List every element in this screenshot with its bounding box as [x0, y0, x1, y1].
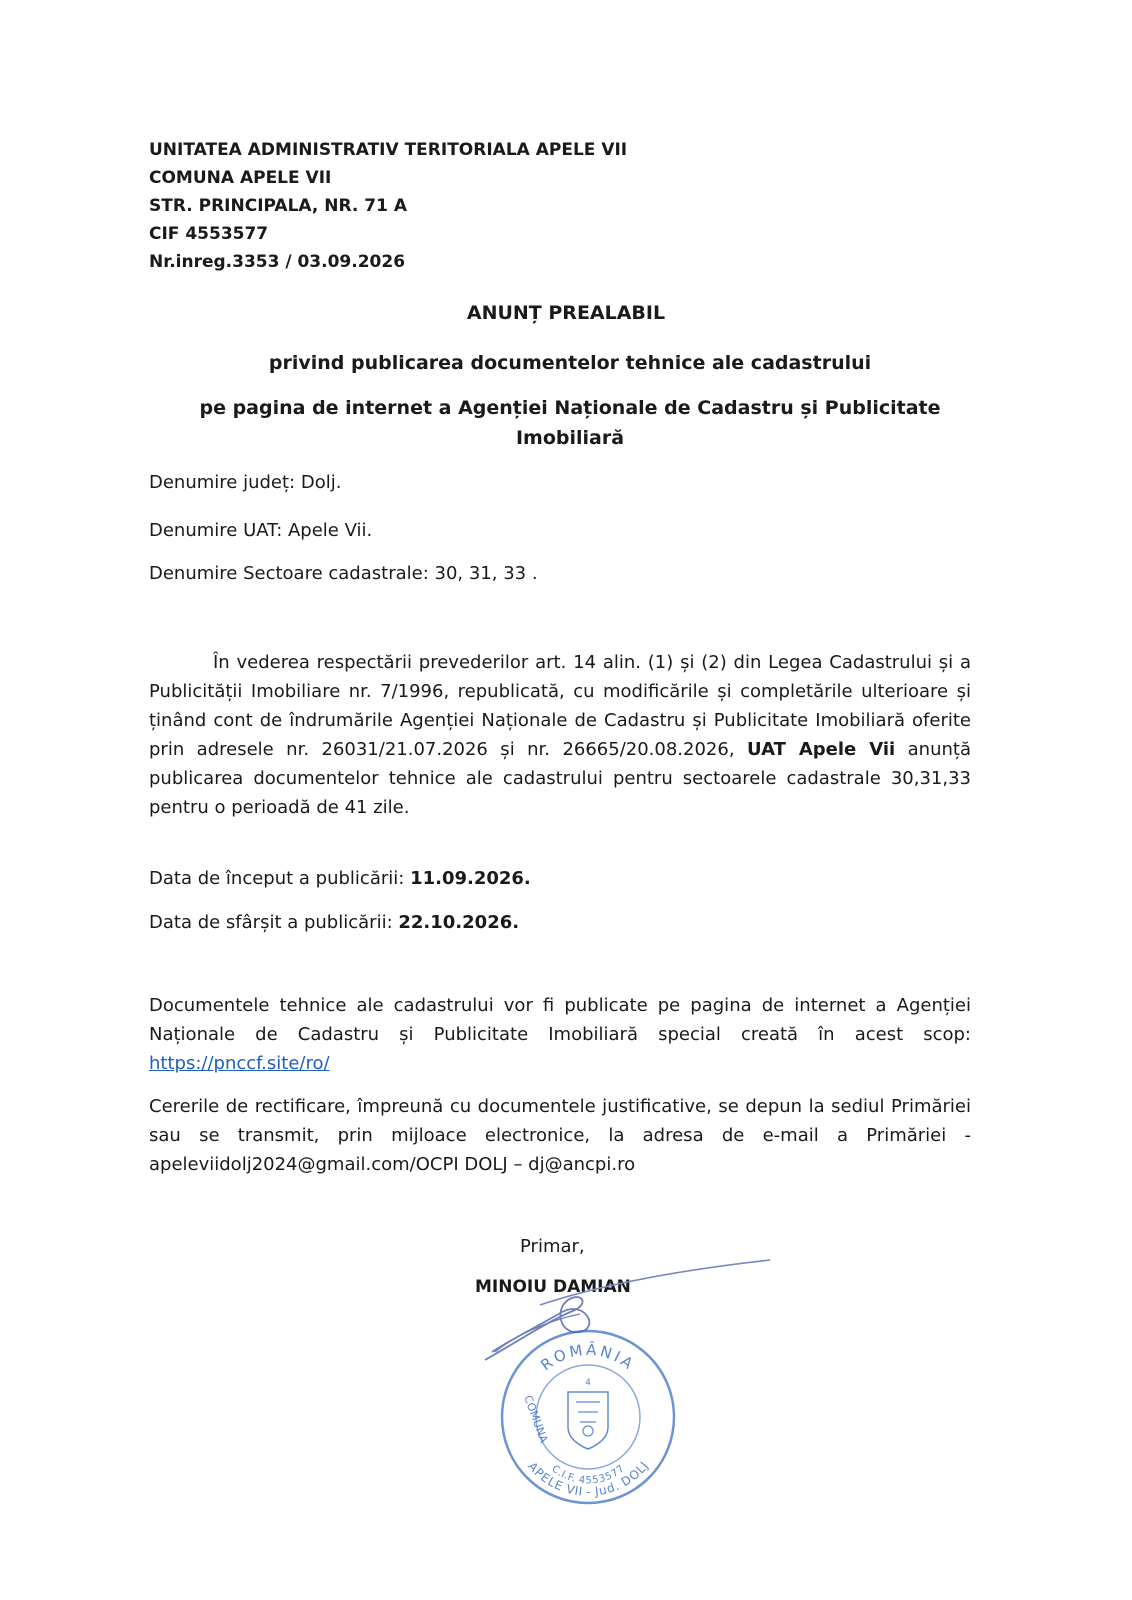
stamp-left-text: COMUNA	[521, 1393, 551, 1445]
start-date-value: 11.09.2026.	[410, 868, 531, 889]
header-registration-number: Nr.inreg.3353 / 03.09.2026	[149, 252, 406, 272]
stamp-cif-text: C.I.F. 4553577	[549, 1463, 627, 1487]
publication-start-date	[149, 864, 971, 893]
stamp-top-text: ROMÂNIA	[537, 1340, 639, 1375]
publication-location-paragraph	[149, 991, 971, 1078]
pnccf-link[interactable]: https://pnccf.site/ro/	[149, 1053, 330, 1074]
end-date-label: Data de sfârșit a publicării:	[149, 912, 393, 933]
stamp-number: 4	[585, 1378, 591, 1388]
start-date-label: Data de început a publicării:	[149, 868, 405, 889]
paragraph-1-part-a: În vederea respectării prevederilor art. 14 alin. (1) și (2) din Legea Cadastrului și a Publicității Imobiliare nr. 7/1996, republicată, cu modificările și completările ulterioare și ținând cont de îndrumările Agenției Naționale de Cadastru și Publicitate Imobiliară oferite prin adresele nr. 26031/21.07.2026 și nr. 26665/20.08.2026,	[149, 652, 971, 760]
header-institution: UNITATEA ADMINISTRATIV TERITORIALA APELE VII	[149, 140, 628, 160]
publication-end-date	[149, 908, 971, 937]
signatory-name: MINOIU DAMIAN	[475, 1277, 631, 1297]
field-county: Denumire județ: Dolj.	[149, 472, 342, 493]
rectification-paragraph: Cererile de rectificare, împreună cu documentele justificative, se depun la sediul Primăriei sau se transmit, prin mijloace electronice, la adresa de e-mail a Primăriei -apeleviidolj2024@gmail.com/OCPI DOLJ – dj@ancpi.ro	[149, 1096, 971, 1175]
header-commune: COMUNA APELE VII	[149, 168, 332, 188]
field-uat: Denumire UAT: Apele Vii.	[149, 520, 373, 541]
coat-of-arms-icon	[568, 1392, 608, 1449]
end-date-value: 22.10.2026.	[398, 912, 520, 933]
signatory-role: Primar,	[520, 1236, 585, 1257]
header-cif: CIF 4553577	[149, 224, 269, 244]
official-stamp	[498, 1327, 678, 1507]
header-address: STR. PRINCIPALA, NR. 71 A	[149, 196, 408, 216]
issuer-header	[149, 136, 627, 276]
document-title: ANUNȚ PREALABIL	[466, 302, 666, 324]
field-cadastral-sectors: Denumire Sectoare cadastrale: 30, 31, 33 .	[149, 563, 538, 584]
document-subtitle-2: pe pagina de internet a Agenției Naționale de Cadastru și Publicitate Imobiliară	[199, 397, 941, 449]
document-subtitle-1: privind publicarea documentelor tehnice ale cadastrului	[268, 352, 872, 374]
paragraph-1-uat-name: UAT Apele Vii	[747, 739, 896, 760]
stamp-bottom-text: APELE VII - Jud. DOLJ	[525, 1459, 651, 1499]
announcement-paragraph	[149, 648, 971, 822]
paragraph-2-text: Documentele tehnice ale cadastrului vor fi publicate pe pagina de internet a Agenției Naționale de Cadastru și Publicitate Imobiliară special creată în acest scop:	[149, 995, 971, 1045]
paragraph-1-part-b: anunță publicarea documentelor tehnice ale cadastrului pentru sectoarele cadastrale 30,31,33 pentru o perioadă de 41 zile.	[149, 739, 971, 818]
